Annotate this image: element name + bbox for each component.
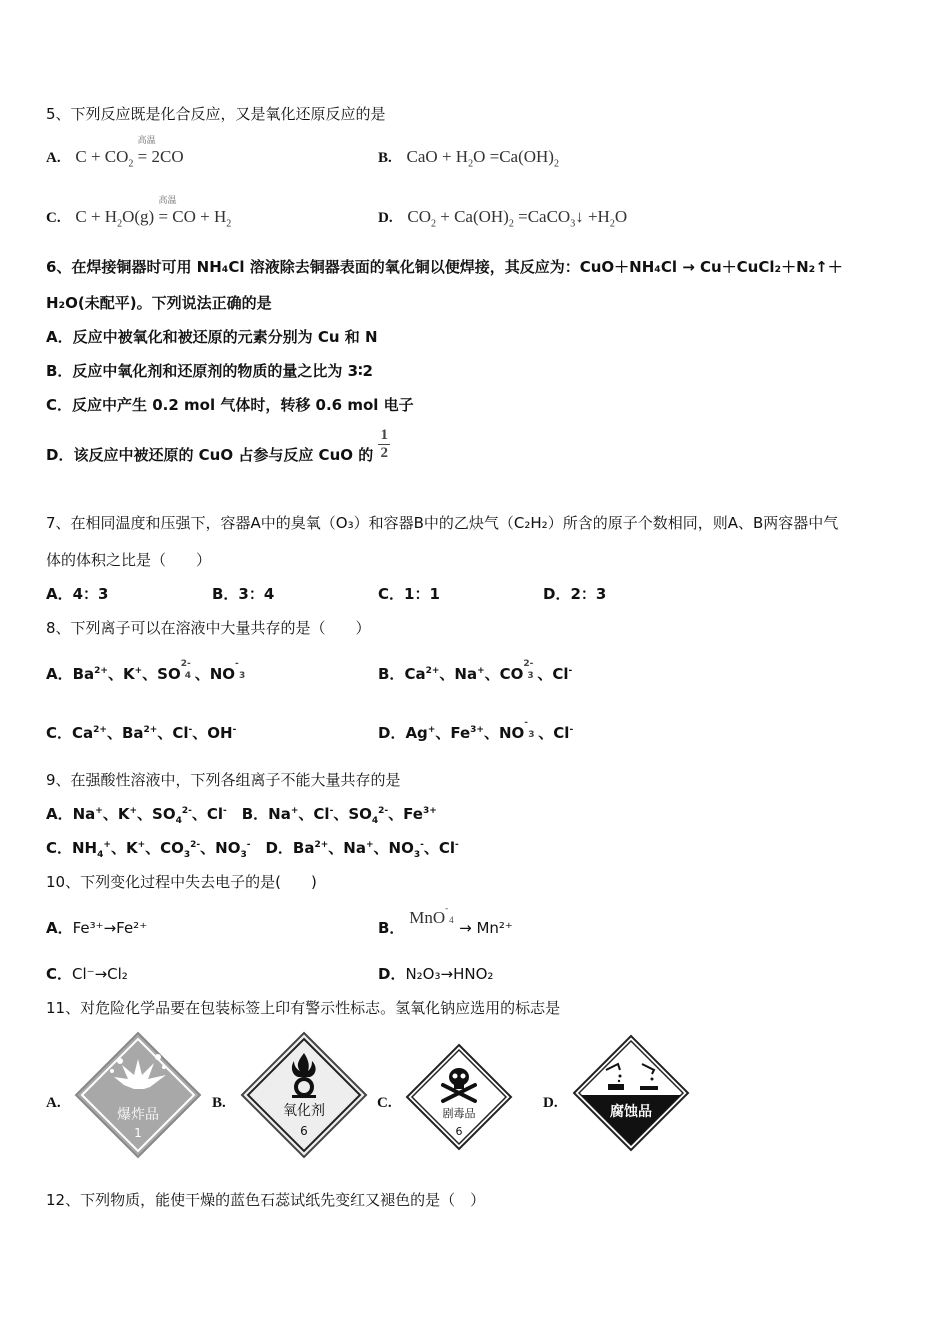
toxic-sign-number: 6: [455, 1125, 463, 1138]
q10-b-label: B．: [378, 919, 405, 937]
q6-option-d-text: D．该反应中被还原的 CuO 占参与反应 CuO 的: [46, 446, 374, 464]
q7-stem-line2: 体的体积之比是（ ）: [46, 551, 212, 569]
q11-a-label[interactable]: [46, 1093, 71, 1112]
q7-option-c[interactable]: C．1：1: [378, 585, 440, 603]
oxidizer-sign-number: 6: [300, 1124, 308, 1138]
q5-d-equation: $CO_2 + Ca(OH)_2$ =CaCO$_3$↓ $+H_2O$: [407, 207, 628, 230]
explosive-sign-number: 1: [134, 1126, 142, 1140]
explosive-sign-text: 爆炸品: [117, 1107, 159, 1123]
q6-option-a[interactable]: A．反应中被氧化和被还原的元素分别为 Cu 和 N: [46, 328, 378, 346]
toxic-sign-icon: [405, 1043, 513, 1151]
q8-option-c[interactable]: C．$Ca^{2+}$、$Ba^{2+}$、Cl-、OH-: [46, 724, 237, 742]
q5-b-equation: CaO + $H_2O =Ca(OH)_2$: [406, 147, 559, 170]
q6-stem-line2: H₂O(未配平)。下列说法正确的是: [46, 294, 272, 312]
q11-stem: 11、对危险化学品要在包装标签上印有警示性标志。氢氧化钠应选用的标志是: [46, 999, 561, 1017]
q5-c-equation: $C + H_2O(g)$ 高温 = CO + $H_2$: [75, 195, 232, 230]
q10-a-label: A．: [46, 919, 73, 937]
toxic-sign-text: 剧毒品: [442, 1107, 476, 1120]
q11-c-label[interactable]: [377, 1093, 402, 1112]
q7-stem-line1: 7、在相同温度和压强下，容器A中的臭氧（O₃）和容器B中的乙炔气（C₂H₂）所含的原子个数相同，则A、B两容器中气: [46, 514, 839, 532]
q6-option-b[interactable]: B．反应中氧化剂和还原剂的物质的量之比为 3∶2: [46, 362, 373, 380]
q11-c-label-text: C.: [377, 1095, 392, 1111]
q8-option-b[interactable]: B．$Ca^{2+}$、Na+、CO 2- 3 、Cl-: [378, 658, 573, 683]
q5-b-label: B.: [378, 150, 392, 166]
q10-option-a[interactable]: [46, 917, 147, 938]
oxidizer-sign-icon: [240, 1031, 368, 1159]
q6-d-denominator: 2: [380, 445, 388, 461]
q5-option-c[interactable]: [46, 195, 232, 230]
q5-c-condition: 高温: [158, 195, 177, 205]
q9-options-cd[interactable]: C．$NH_4^+$、K+、$CO_3^{2-}$、$NO_3^-$ D．$Ba^{2+}$、Na+、$NO_3^-$、Cl-: [46, 839, 459, 860]
q5-stem: 5、下列反应既是化合反应，又是氧化还原反应的是: [46, 105, 386, 123]
q5-option-a[interactable]: [46, 135, 184, 170]
q6-d-fraction: [378, 427, 390, 462]
q8-a-label: A．: [46, 665, 73, 683]
q6-stem-line1: 6、在焊接铜器时可用 NH₄Cl 溶液除去铜器表面的氧化铜以便焊接，其反应为：CuO＋NH₄Cl → Cu＋CuCl₂＋N₂↑＋: [46, 258, 843, 276]
q10-stem: 10、下列变化过程中失去电子的是( ): [46, 873, 317, 891]
q11-b-label[interactable]: [212, 1093, 236, 1112]
q5-d-label: D.: [378, 210, 393, 226]
q12-stem: 12、下列物质，能使干燥的蓝色石蕊试纸先变红又褪色的是（ ）: [46, 1191, 486, 1209]
q5-option-d[interactable]: [378, 207, 627, 229]
q5-a-equation: $C + CO_2$ 高温 = 2CO: [75, 135, 184, 170]
q9-options-ab[interactable]: A．Na+、K+、$SO_4^{2-}$、Cl- B．Na+、Cl-、$SO_4^{2-}$、$Fe^{3+}$: [46, 805, 437, 826]
q7-option-a[interactable]: A．4：3: [46, 585, 109, 603]
q6-option-d[interactable]: [46, 427, 390, 465]
q8-stem: 8、下列离子可以在溶液中大量共存的是（ ）: [46, 619, 371, 637]
q8-d-label: D．: [378, 724, 406, 742]
q9-stem: 9、在强酸性溶液中，下列各组离子不能大量共存的是: [46, 771, 401, 789]
q10-d-text: N₂O₃→HNO₂: [405, 965, 494, 983]
q11-d-label-text: D.: [543, 1095, 558, 1111]
oxidizer-sign-text: 氧化剂: [283, 1103, 325, 1119]
q10-option-c[interactable]: [46, 963, 128, 984]
q11-d-label[interactable]: [543, 1093, 568, 1112]
q10-c-text: Cl⁻→Cl₂: [72, 965, 128, 983]
q5-option-b[interactable]: [378, 147, 559, 169]
q11-b-label-text: B.: [212, 1095, 226, 1111]
q10-option-b[interactable]: B． MnO - 4 → Mn²⁺: [378, 903, 513, 937]
q10-a-text: Fe³⁺→Fe²⁺: [72, 919, 148, 937]
q11-a-label-text: A.: [46, 1095, 61, 1111]
q7-option-b[interactable]: B．3：4: [212, 585, 275, 603]
explosive-sign-icon: [74, 1031, 202, 1159]
q10-d-label: D．: [378, 965, 406, 983]
corrosive-sign-icon: [572, 1034, 690, 1152]
corrosive-sign-text: 腐蚀品: [610, 1104, 652, 1120]
q8-option-a[interactable]: A．$Ba^{2+}$、K+、SO 2- 4 、NO - 3: [46, 658, 246, 683]
q6-option-c[interactable]: C．反应中产生 0.2 mol 气体时，转移 0.6 mol 电子: [46, 396, 414, 414]
q6-d-numerator: 1: [380, 427, 388, 443]
q5-a-condition: 高温: [137, 135, 156, 145]
q5-a-label: A.: [46, 150, 61, 166]
q5-c-label: C.: [46, 210, 61, 226]
q7-option-d[interactable]: D．2：3: [543, 585, 607, 603]
q8-c-label: C．: [46, 724, 73, 742]
q8-option-d[interactable]: D．Ag+、$Fe^{3+}$、NO - 3 、Cl-: [378, 717, 574, 742]
q8-b-label: B．: [378, 665, 405, 683]
q10-b-permanganate: MnO - 4: [409, 903, 454, 927]
q10-b-right: Mn²⁺: [476, 919, 513, 937]
q10-option-d[interactable]: [378, 963, 493, 984]
q10-c-label: C．: [46, 965, 73, 983]
